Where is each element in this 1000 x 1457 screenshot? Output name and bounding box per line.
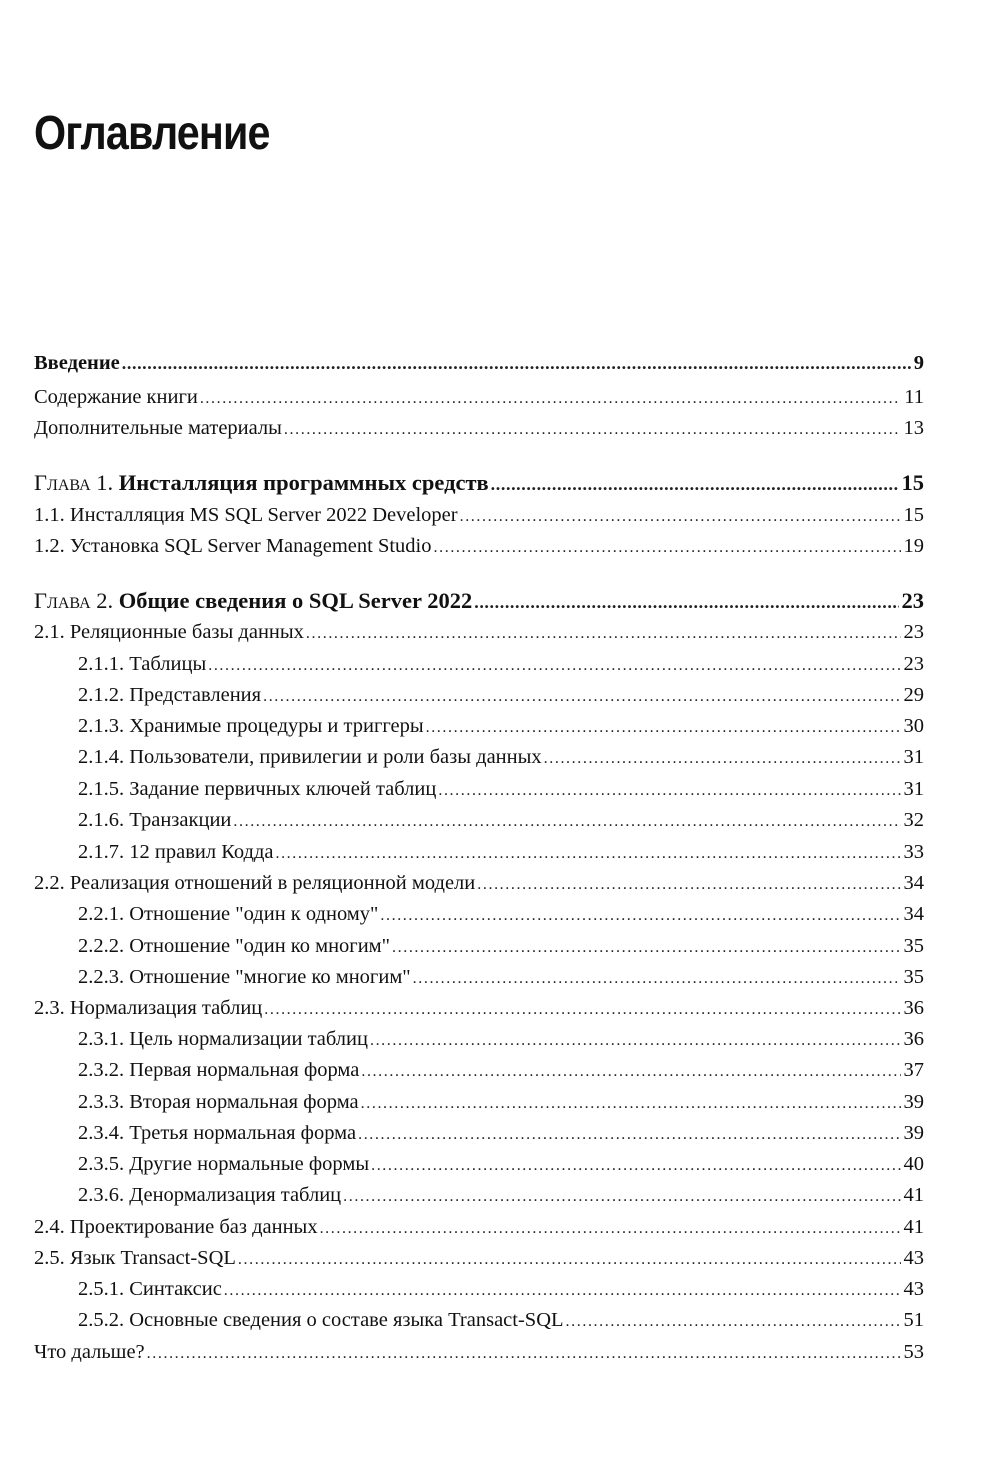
toc-entry[interactable] (78, 899, 924, 929)
toc-entry[interactable] (78, 1180, 924, 1210)
toc-entry[interactable] (34, 1212, 924, 1242)
toc-page-number: 35 (903, 966, 924, 988)
toc-page-number: 23 (901, 588, 924, 613)
toc-entry-title: Введение (34, 352, 120, 374)
toc-page-number: 29 (903, 684, 924, 706)
toc-entry[interactable] (78, 931, 924, 961)
dot-leader (200, 384, 901, 412)
chapter-prefix: Глава 1. (34, 470, 114, 495)
dot-leader (263, 682, 900, 710)
toc-entry-title: 2.1.7. 12 правил Кодда (78, 841, 274, 863)
toc-entry[interactable] (78, 649, 924, 679)
toc-entry-title: 2.3.2. Первая нормальная форма (78, 1059, 360, 1081)
toc-page-number: 31 (903, 746, 924, 768)
chapter-prefix: Глава 2. (34, 588, 114, 613)
toc-entry[interactable] (34, 617, 924, 647)
toc-page-number: 43 (903, 1278, 924, 1300)
chapter-title: Инсталляция программных средств (118, 470, 489, 495)
toc-entry[interactable] (78, 1149, 924, 1179)
toc-entry[interactable] (78, 962, 924, 992)
dot-leader (477, 870, 900, 898)
toc-chapter-1[interactable] (34, 468, 924, 498)
toc-page-number: 9 (913, 352, 924, 374)
dot-leader (438, 776, 900, 804)
dot-leader (275, 839, 900, 867)
toc-page-number: 43 (903, 1247, 924, 1269)
toc-entry[interactable] (78, 1087, 924, 1117)
toc-entry-title: 2.2. Реализация отношений в реляционной модели (34, 872, 476, 894)
toc-entry-title: 1.1. Инсталляция MS SQL Server 2022 Developer (34, 504, 458, 526)
toc-entry-title: 2.2.1. Отношение "один к одному" (78, 903, 379, 925)
dot-leader (474, 587, 898, 616)
toc-page-number: 13 (903, 417, 924, 439)
toc-page-number: 36 (903, 1028, 924, 1050)
toc-page-number: 19 (903, 535, 924, 557)
toc-page-number: 23 (903, 653, 924, 675)
toc-entry-title: 2.3.6. Денормализация таблиц (78, 1184, 342, 1206)
toc-entry[interactable] (78, 1305, 924, 1335)
toc-page-number: 41 (903, 1216, 924, 1238)
dot-leader (434, 533, 901, 561)
toc-entry[interactable] (34, 413, 924, 443)
dot-leader (361, 1057, 900, 1085)
toc-page-number: 31 (903, 778, 924, 800)
toc-page-number: 36 (903, 997, 924, 1019)
dot-leader (566, 1307, 901, 1335)
dot-leader (208, 651, 900, 679)
dot-leader (233, 807, 900, 835)
page-title: Оглавление (34, 107, 270, 160)
toc-entry-title: 2.1.6. Транзакции (78, 809, 232, 831)
dot-leader (224, 1276, 901, 1304)
toc-entry[interactable] (34, 500, 924, 530)
toc-entry[interactable] (78, 1274, 924, 1304)
dot-leader (426, 713, 901, 741)
toc-page-number: 32 (903, 809, 924, 831)
dot-leader (122, 348, 911, 378)
dot-leader (320, 1214, 901, 1242)
toc-entry-title: Содержание книги (34, 386, 198, 408)
toc-page-number: 37 (903, 1059, 924, 1081)
dot-leader (370, 1026, 901, 1054)
dot-leader (343, 1182, 900, 1210)
toc-entry[interactable] (78, 805, 924, 835)
dot-leader (264, 995, 900, 1023)
toc-entry-title: Что дальше? (34, 1341, 145, 1363)
toc-entry[interactable] (78, 1055, 924, 1085)
toc-entry[interactable] (34, 1337, 924, 1367)
toc-page-number: 35 (903, 935, 924, 957)
toc-entry-title: 2.3.5. Другие нормальные формы (78, 1153, 370, 1175)
toc-chapter-2[interactable] (34, 586, 924, 616)
toc-entry[interactable] (78, 711, 924, 741)
dot-leader (491, 469, 899, 498)
toc-entry-intro[interactable] (34, 348, 924, 378)
toc-page-number: 41 (903, 1184, 924, 1206)
dot-leader (238, 1245, 901, 1273)
toc-entry-title: 2.3.3. Вторая нормальная форма (78, 1091, 359, 1113)
toc-entry-title: 2.1. Реляционные базы данных (34, 621, 304, 643)
toc-page-number: 34 (903, 872, 924, 894)
toc-entry-title: 2.2.2. Отношение "один ко многим" (78, 935, 391, 957)
toc-page-number: 30 (903, 715, 924, 737)
toc-entry[interactable] (78, 837, 924, 867)
toc-entry[interactable] (34, 531, 924, 561)
toc-page-number: 23 (903, 621, 924, 643)
toc-page-number: 11 (904, 386, 924, 408)
dot-leader (371, 1151, 900, 1179)
dot-leader (380, 901, 900, 929)
dot-leader (284, 415, 901, 443)
toc-entry-title: 2.4. Проектирование баз данных (34, 1216, 318, 1238)
toc-page-number: 34 (903, 903, 924, 925)
toc-entry-title: 2.2.3. Отношение "многие ко многим" (78, 966, 411, 988)
toc-page-number: 53 (903, 1341, 924, 1363)
toc-entry[interactable] (78, 774, 924, 804)
toc-entry-title: 2.3.4. Третья нормальная форма (78, 1122, 357, 1144)
dot-leader (413, 964, 901, 992)
toc-entry[interactable] (34, 1243, 924, 1273)
toc-entry[interactable] (78, 1024, 924, 1054)
dot-leader (392, 933, 900, 961)
toc-entry[interactable] (78, 742, 924, 772)
toc-entry-title: 2.1.3. Хранимые процедуры и триггеры (78, 715, 424, 737)
toc-entry-title: 2.1.4. Пользователи, привилегии и роли базы данных (78, 746, 542, 768)
toc-page-number: 15 (901, 470, 924, 495)
toc-page-number: 39 (903, 1091, 924, 1113)
toc-entry-title: 2.3.1. Цель нормализации таблиц (78, 1028, 368, 1050)
toc-entry[interactable] (34, 382, 924, 412)
toc-entry[interactable] (34, 868, 924, 898)
toc-entry-title: 2.1.5. Задание первичных ключей таблиц (78, 778, 437, 800)
toc-entry-title: 2.3. Нормализация таблиц (34, 997, 263, 1019)
toc-page-number: 33 (903, 841, 924, 863)
toc-entry[interactable] (34, 993, 924, 1023)
toc-entry-title: 1.2. Установка SQL Server Management Studio (34, 535, 432, 557)
dot-leader (358, 1120, 900, 1148)
toc-entry-title: 2.1.1. Таблицы (78, 653, 207, 675)
toc-page-number: 39 (903, 1122, 924, 1144)
toc-entry[interactable] (78, 680, 924, 710)
toc-page-number: 15 (903, 504, 924, 526)
toc-entry[interactable] (78, 1118, 924, 1148)
toc-entry-title: 2.5.1. Синтаксис (78, 1278, 222, 1300)
toc-entry-title: Дополнительные материалы (34, 417, 282, 439)
toc-page-number: 51 (903, 1309, 924, 1331)
dot-leader (306, 619, 901, 647)
toc-page-number: 40 (903, 1153, 924, 1175)
dot-leader (544, 744, 901, 772)
chapter-title: Общие сведения о SQL Server 2022 (118, 588, 473, 613)
dot-leader (361, 1089, 901, 1117)
dot-leader (147, 1339, 901, 1367)
toc-entry-title: 2.1.2. Представления (78, 684, 262, 706)
dot-leader (460, 502, 901, 530)
toc-entry-title: 2.5.2. Основные сведения о составе языка Transact-SQL (78, 1309, 564, 1331)
toc-entry-title: 2.5. Язык Transact-SQL (34, 1247, 236, 1269)
